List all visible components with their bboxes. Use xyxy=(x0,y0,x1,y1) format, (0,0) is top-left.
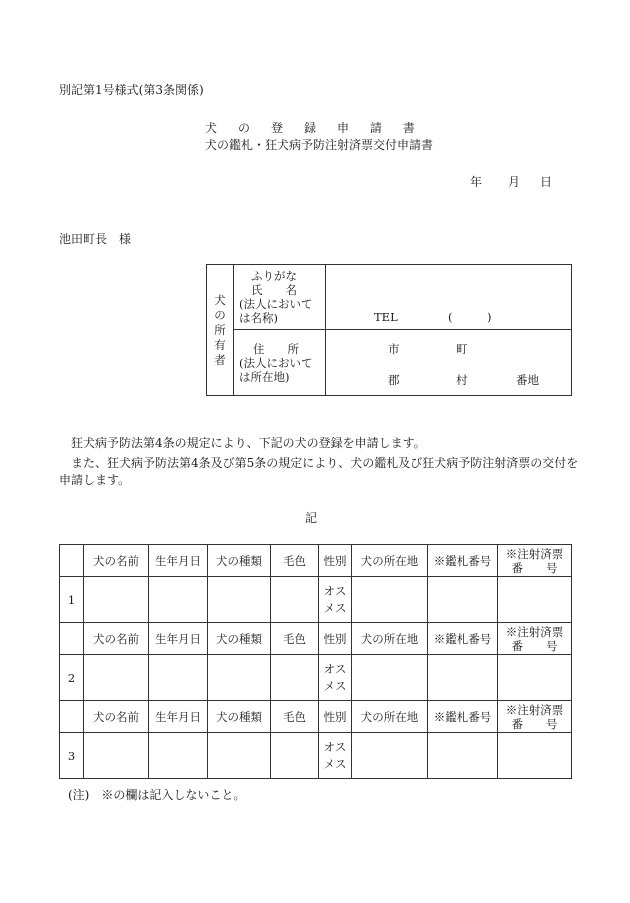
name-label-cell xyxy=(234,265,326,330)
injection-header-line-1: ※注射済票 xyxy=(505,624,564,639)
dog-data-cell[interactable] xyxy=(149,733,208,779)
dog-header-cell: 毛色 xyxy=(271,545,319,577)
title-char: の xyxy=(237,121,250,135)
sex-female-option[interactable]: メス xyxy=(323,678,347,693)
dog-header-cell: 性別 xyxy=(319,623,352,655)
dog-data-cell[interactable] xyxy=(352,733,428,779)
dog-data-cell[interactable] xyxy=(428,733,498,779)
dog-header-cell: ※鑑札番号 xyxy=(428,701,498,733)
mura-label: 村 xyxy=(456,373,468,387)
owner-table xyxy=(206,264,572,396)
dog-header-row xyxy=(60,701,572,733)
sex-male-option[interactable]: オス xyxy=(323,661,347,676)
injection-header-line-2: 番 号 xyxy=(511,560,558,575)
sex-male-option[interactable]: オス xyxy=(323,739,347,754)
tel-paren: ( ) xyxy=(448,310,492,324)
dog-header-row xyxy=(60,545,572,577)
owner-label-char: 所 xyxy=(214,322,226,337)
owner-label-char: 犬 xyxy=(214,292,226,307)
paragraph-1: 狂犬病予防法第4条の規定により、下記の犬の登録を申請します。 xyxy=(71,436,426,450)
title-char: 登 xyxy=(270,121,283,135)
title-char: 録 xyxy=(303,121,316,135)
owner-label-char: 有 xyxy=(214,337,226,352)
header-blank-cell xyxy=(60,545,84,577)
dog-header-cell: 性別 xyxy=(319,545,352,577)
sex-cell[interactable] xyxy=(319,577,352,623)
address-label: 住 所 xyxy=(253,341,299,356)
injection-header-cell xyxy=(498,701,572,733)
injection-header-line-2: 番 号 xyxy=(511,716,558,731)
dog-data-row xyxy=(60,655,572,701)
address-label-cell xyxy=(234,330,326,396)
furigana-label: ふりがな xyxy=(251,269,297,283)
dog-data-cell[interactable] xyxy=(208,733,271,779)
dog-table xyxy=(59,544,572,779)
dog-data-cell[interactable] xyxy=(498,655,572,701)
header-blank-cell xyxy=(60,701,84,733)
name-label: 氏 名 xyxy=(251,283,297,297)
row-number-cell: 3 xyxy=(60,733,84,779)
dog-header-cell: 毛色 xyxy=(271,701,319,733)
owner-section-label xyxy=(207,293,233,368)
dog-header-cell: 性別 xyxy=(319,701,352,733)
dog-data-cell[interactable] xyxy=(149,577,208,623)
title-char: 犬 xyxy=(205,121,218,135)
dog-header-cell: 犬の所在地 xyxy=(352,623,428,655)
sex-female-option[interactable]: メス xyxy=(323,600,347,615)
dog-data-cell[interactable] xyxy=(498,577,572,623)
dog-data-cell[interactable] xyxy=(208,577,271,623)
dog-data-row xyxy=(60,577,572,623)
dog-data-cell[interactable] xyxy=(352,655,428,701)
row-number-cell: 1 xyxy=(60,577,84,623)
dog-data-row xyxy=(60,733,572,779)
injection-header-line-1: ※注射済票 xyxy=(505,546,564,561)
dog-data-cell[interactable] xyxy=(271,655,319,701)
dog-data-cell[interactable] xyxy=(84,577,149,623)
dog-header-cell: 犬の名前 xyxy=(84,701,149,733)
note: (注) ※の欄は記入しないこと。 xyxy=(68,788,246,802)
machi-label: 町 xyxy=(456,342,468,356)
sex-cell[interactable] xyxy=(319,733,352,779)
dog-header-cell: ※鑑札番号 xyxy=(428,623,498,655)
dog-data-cell[interactable] xyxy=(84,655,149,701)
dog-data-cell[interactable] xyxy=(84,733,149,779)
tel-label: TEL xyxy=(374,310,398,324)
owner-label-char: の xyxy=(214,307,226,322)
dog-header-cell: 生年月日 xyxy=(149,623,208,655)
paragraph-2-line-1: また、狂犬病予防法第4条及び第5条の規定により、犬の鑑札及び狂犬病予防注射済票の交付を xyxy=(71,456,579,470)
gun-label: 郡 xyxy=(388,373,400,387)
dog-header-cell: 犬の名前 xyxy=(84,545,149,577)
name-value-cell[interactable] xyxy=(326,265,572,330)
date-year-label: 年 xyxy=(470,175,483,189)
sex-male-option[interactable]: オス xyxy=(323,583,347,598)
address-corp-label-1: (法人において xyxy=(239,355,313,370)
injection-header-line-2: 番 号 xyxy=(511,638,558,653)
name-corp-label-1: (法人において xyxy=(239,297,313,311)
dog-data-cell[interactable] xyxy=(271,577,319,623)
row-number-cell: 2 xyxy=(60,655,84,701)
header-blank-cell xyxy=(60,623,84,655)
dog-data-cell[interactable] xyxy=(352,577,428,623)
sex-cell[interactable] xyxy=(319,655,352,701)
title-char: 請 xyxy=(369,121,382,135)
paragraph-2-line-2: 申請します。 xyxy=(59,473,131,487)
dog-header-cell: 犬の所在地 xyxy=(352,545,428,577)
dog-header-cell: 犬の所在地 xyxy=(352,701,428,733)
dog-header-cell: 犬の種類 xyxy=(208,701,271,733)
date-day-label: 日 xyxy=(540,175,553,189)
form-title xyxy=(205,121,415,135)
owner-section-label-cell xyxy=(207,265,234,396)
addressee: 池田町長 様 xyxy=(59,232,132,246)
title-char: 申 xyxy=(336,121,349,135)
shi-label: 市 xyxy=(388,342,400,356)
title-char: 書 xyxy=(402,121,415,135)
injection-header-cell xyxy=(498,545,572,577)
date-month-label: 月 xyxy=(508,175,521,189)
address-value-cell[interactable] xyxy=(326,330,572,396)
dog-header-row xyxy=(60,623,572,655)
dog-header-cell: ※鑑札番号 xyxy=(428,545,498,577)
dog-data-cell[interactable] xyxy=(498,733,572,779)
form-subtitle: 犬の鑑札・狂犬病予防注射済票交付申請書 xyxy=(205,138,434,152)
dog-header-cell: 犬の種類 xyxy=(208,623,271,655)
dog-data-cell[interactable] xyxy=(149,655,208,701)
ki-label: 記 xyxy=(305,511,318,525)
dog-data-cell[interactable] xyxy=(428,655,498,701)
dog-header-cell: 毛色 xyxy=(271,623,319,655)
dog-data-cell[interactable] xyxy=(208,655,271,701)
sex-female-option[interactable]: メス xyxy=(323,756,347,771)
injection-header-cell xyxy=(498,623,572,655)
form-number: 別記第1号様式(第3条関係) xyxy=(59,83,204,97)
dog-header-cell: 犬の種類 xyxy=(208,545,271,577)
address-corp-label-2: は所在地) xyxy=(239,369,290,384)
dog-header-cell: 犬の名前 xyxy=(84,623,149,655)
dog-data-cell[interactable] xyxy=(428,577,498,623)
name-corp-label-2: は名称) xyxy=(239,311,278,325)
banchi-label: 番地 xyxy=(516,373,539,387)
dog-data-cell[interactable] xyxy=(271,733,319,779)
injection-header-line-1: ※注射済票 xyxy=(505,702,564,717)
dog-header-cell: 生年月日 xyxy=(149,545,208,577)
dog-header-cell: 生年月日 xyxy=(149,701,208,733)
owner-label-char: 者 xyxy=(214,352,226,367)
